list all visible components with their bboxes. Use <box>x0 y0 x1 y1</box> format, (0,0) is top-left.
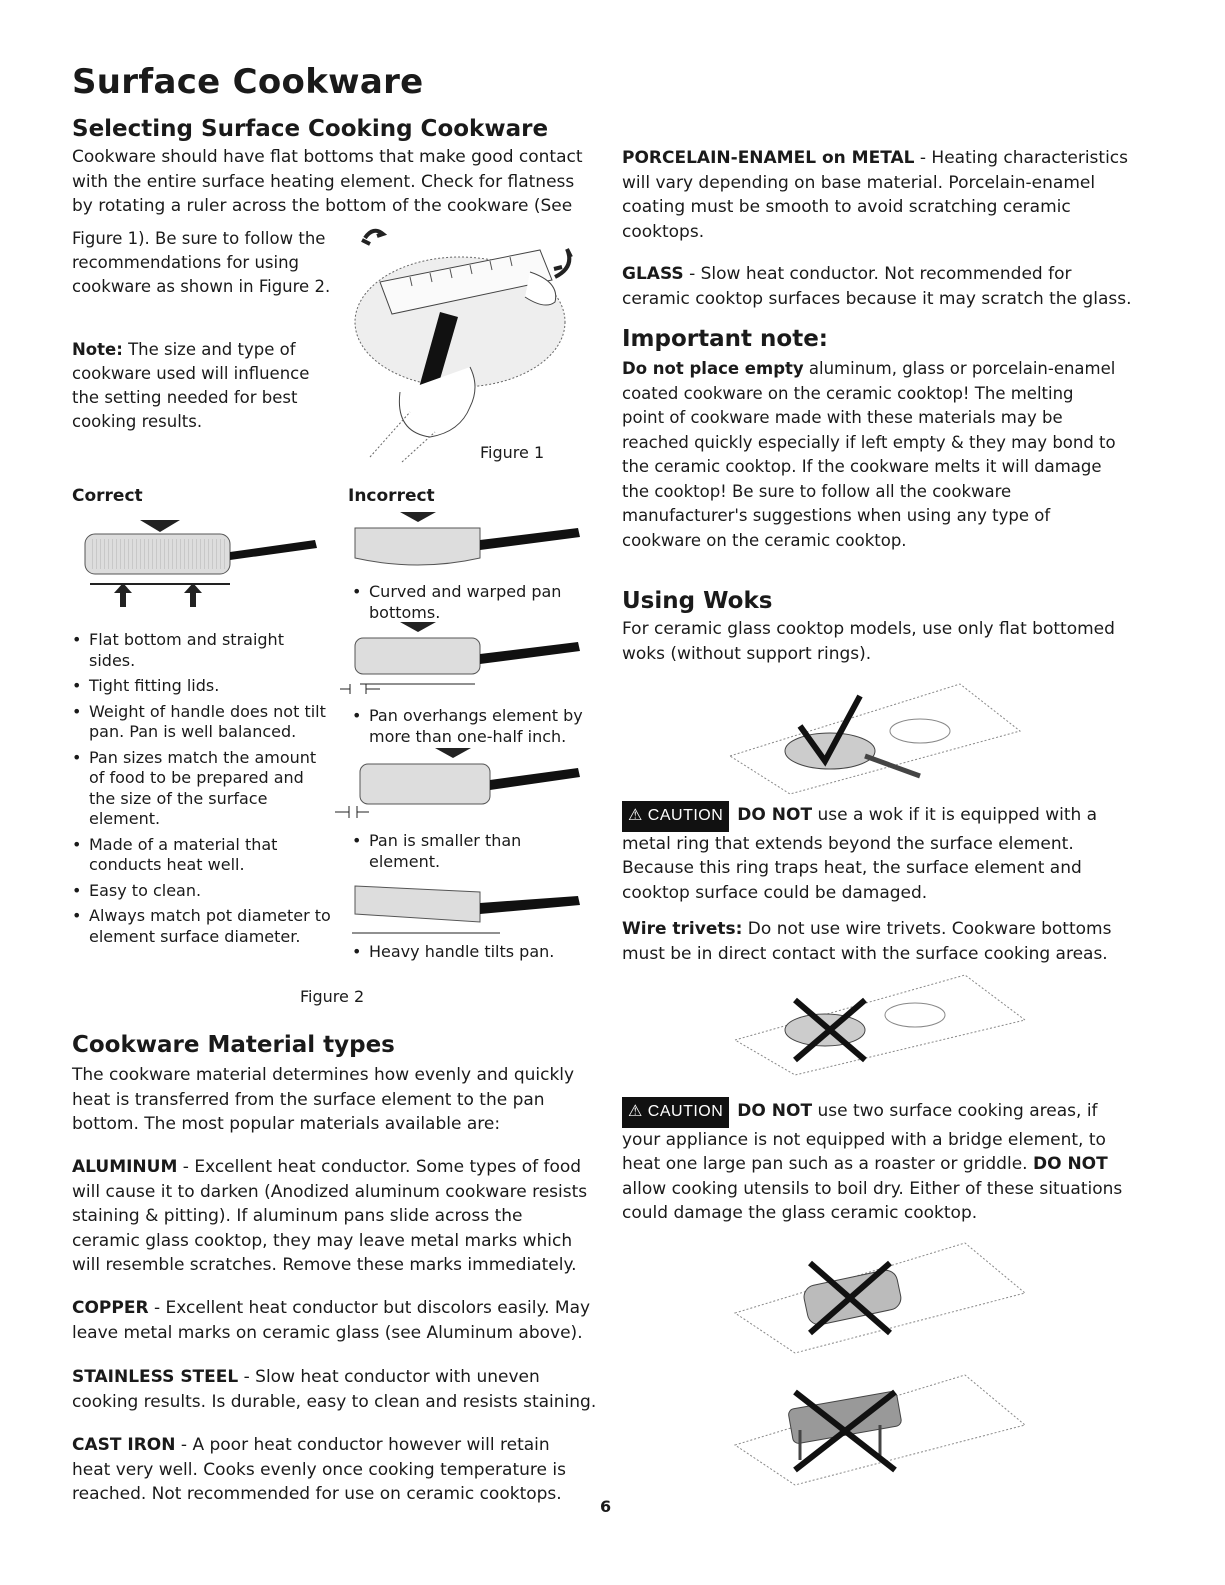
note-text: The size and type of cookware used will influence the setting needed for best cooking results. <box>72 340 310 431</box>
list-item: • Pan sizes match the amount of food to be prepared and the size of the surface element. <box>72 748 332 830</box>
figure1-ruler-pan-illustration <box>340 222 600 467</box>
wok-ring-cooktop-illustration <box>730 970 1030 1080</box>
woks-heading: Using Woks <box>622 588 773 614</box>
material-copper: COPPER - Excellent heat conductor but discolors easily. May leave metal marks on ceramic glass (see Aluminum above). <box>72 1298 591 1343</box>
caution-badge: ⚠ CAUTION <box>622 1097 729 1128</box>
figure1-caption: Figure 1 <box>480 443 545 462</box>
materials-intro: The cookware material determines how evenly and quickly heat is transferred from the surface element to the pan bottom. The most popular materials available are: <box>72 1065 575 1134</box>
page-number: 6 <box>600 1497 612 1516</box>
overhang-pan-illustration <box>340 620 585 695</box>
tilted-pan-illustration <box>350 878 585 938</box>
incorrect-list-4 <box>352 942 597 968</box>
griddle-cooktop-illustration <box>730 1238 1030 1358</box>
material-glass: GLASS - Slow heat conductor. Not recommended for ceramic cooktop surfaces because it may scratch the glass. <box>622 264 1132 309</box>
woks-paragraph: For ceramic glass cooktop models, use only flat bottomed woks (without support rings). <box>622 619 1115 664</box>
warped-pan-illustration <box>350 510 585 572</box>
correct-list <box>72 630 332 952</box>
two-areas-caution-paragraph: ⚠ CAUTION DO NOT use two surface cooking areas, if your appliance is not equipped with a bridge element, to heat one large pan such as a roaster or griddle. DO NOT allow cooking utensils to boil dry. Either of these situations could damage the glass ceramic cooktop. <box>622 1097 1132 1226</box>
note-paragraph <box>72 338 327 434</box>
wok-caution-paragraph: ⚠ CAUTION DO NOT use a wok if it is equipped with a metal ring that extends beyond the surface element. Because this ring traps heat, the surface element and cooktop surface could be damaged. <box>622 801 1127 905</box>
note-label: Note: <box>72 340 123 359</box>
list-item: • Pan overhangs element by more than one-half inch. <box>352 706 597 747</box>
rotate-arrow-left-icon <box>362 231 383 244</box>
important-paragraph: Do not place empty aluminum, glass or porcelain-enamel coated cookware on the ceramic cooktop! The melting point of cookware made with these materials may be reached quickly especially if left empty & they may bond to the ceramic cooktop. If the cookware melts it will damage the cooktop! Be sure to follow all the cookware manufacturer's suggestions when using any type of cookware on the ceramic cooktop. <box>622 359 1116 550</box>
materials-heading: Cookware Material types <box>72 1032 395 1058</box>
material-cast-iron: CAST IRON - A poor heat conductor however will retain heat very well. Cooks evenly once cooking temperature is reached. Not recommended for use on ceramic cooktops. <box>72 1435 566 1504</box>
list-item: • Curved and warped pan bottoms. <box>352 582 597 623</box>
list-item: • Pan is smaller than element. <box>352 831 597 872</box>
list-item: • Easy to clean. <box>72 881 332 902</box>
selecting-paragraph: Cookware should have flat bottoms that make good contact with the entire surface heating element. Check for flatness by rotating a ruler across the bottom of the cookware (See <box>72 147 583 216</box>
trivets-paragraph: Wire trivets: Do not use wire trivets. Cookware bottoms must be in direct contact with the surface cooking areas. <box>622 919 1112 964</box>
wok-on-cooktop-illustration <box>720 676 1025 796</box>
figure2-caption: Figure 2 <box>300 987 365 1006</box>
list-item: • Heavy handle tilts pan. <box>352 942 597 963</box>
list-item: • Flat bottom and straight sides. <box>72 630 332 671</box>
arrow-up-icon <box>184 583 202 607</box>
selecting-heading: Selecting Surface Cooking Cookware <box>72 116 549 142</box>
arrow-up-icon <box>114 583 132 607</box>
list-item: • Weight of handle does not tilt pan. Pan is well balanced. <box>72 702 332 743</box>
trivet-cooktop-illustration <box>730 1370 1030 1495</box>
caution-badge: ⚠ CAUTION <box>622 801 729 832</box>
material-aluminum: ALUMINUM - Excellent heat conductor. Some types of food will cause it to darken (Anodized aluminum cookware resists staining & pitting). If aluminum pans slide across the ceramic glass cooktop, they may leave metal marks which will resemble scratches. Remove these marks immediately. <box>72 1157 588 1275</box>
small-pan-illustration <box>335 746 585 824</box>
important-heading: Important note: <box>622 326 828 352</box>
list-item: • Tight fitting lids. <box>72 676 332 697</box>
list-item: • Always match pot diameter to element surface diameter. <box>72 906 332 947</box>
material-stainless: STAINLESS STEEL - Slow heat conductor with uneven cooking results. Is durable, easy to clean and resists staining. <box>72 1367 597 1412</box>
correct-label: Correct <box>72 486 143 506</box>
page-title: Surface Cookware <box>72 62 424 102</box>
selecting-paragraph-cont: Figure 1). Be sure to follow the recommendations for using cookware as shown in Figure 2. <box>72 229 331 296</box>
list-item: • Made of a material that conducts heat well. <box>72 835 332 876</box>
rotate-arrow-right-icon <box>554 249 571 277</box>
incorrect-label: Incorrect <box>348 486 435 506</box>
incorrect-list-3 <box>352 831 597 877</box>
correct-pan-illustration <box>80 512 325 607</box>
material-porcelain: PORCELAIN-ENAMEL on METAL - Heating characteristics will vary depending on base material. Porcelain-enamel coating must be smooth to avoid scratching ceramic cooktops. <box>622 148 1129 242</box>
